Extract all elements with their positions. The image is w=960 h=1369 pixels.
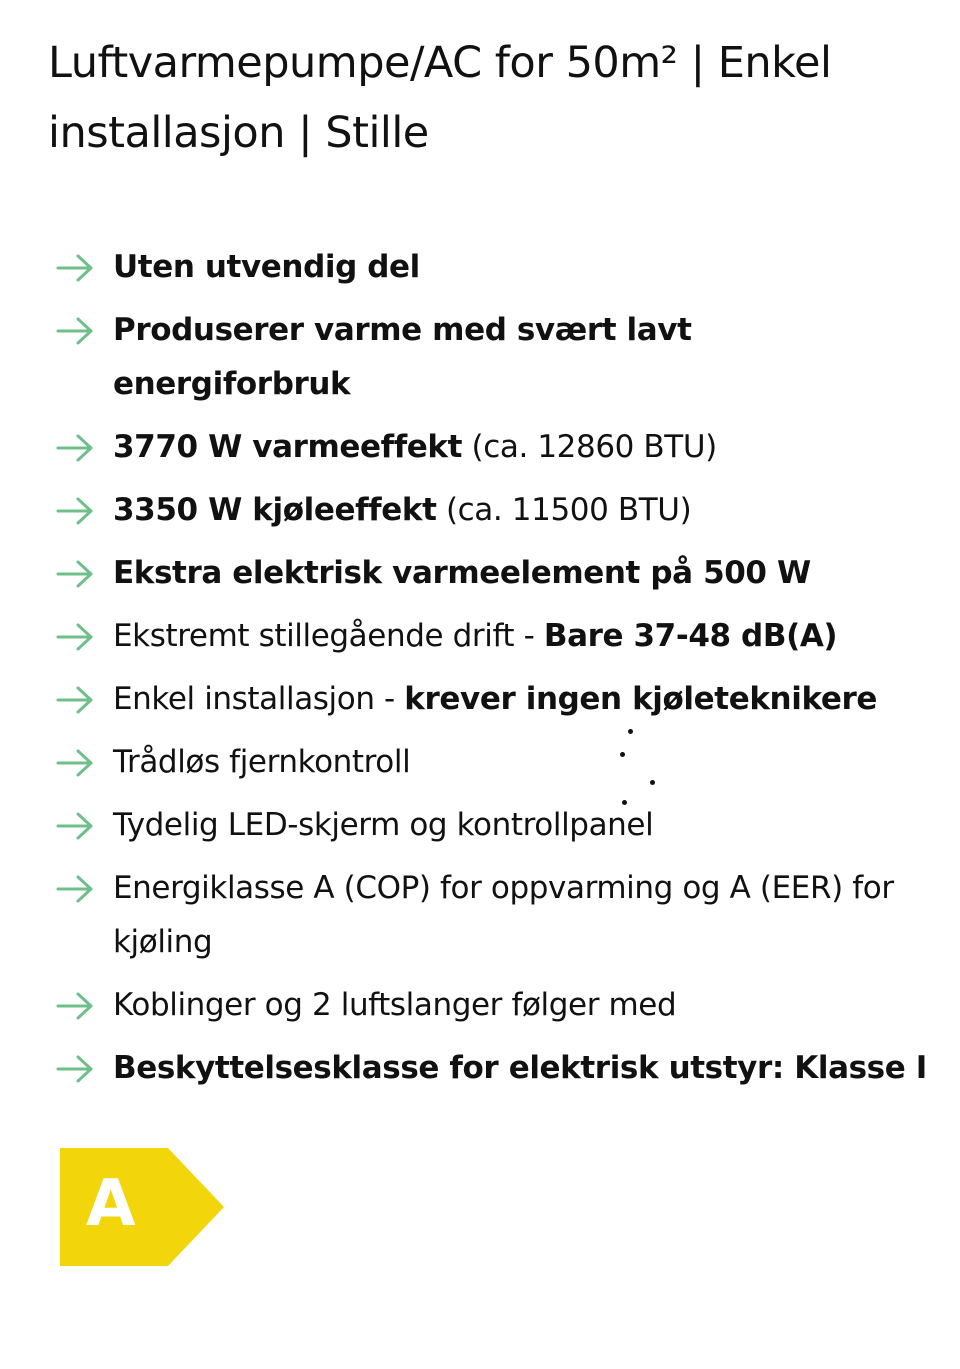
feature-text: Tydelig LED-skjerm og kontrollpanel bbox=[113, 807, 654, 843]
feature-text: Ekstremt stillegående drift - bbox=[113, 618, 544, 654]
right-arrow-icon bbox=[56, 686, 94, 714]
energy-class-arrow-shape bbox=[60, 1148, 224, 1266]
feature-text-bold: krever ingen kjøleteknikere bbox=[404, 681, 877, 717]
feature-text-bold: Bare 37-48 dB(A) bbox=[543, 618, 838, 654]
feature-text-bold: Ekstra elektrisk varmeelement på 500 W bbox=[113, 555, 811, 591]
feature-item bbox=[56, 735, 936, 789]
stray-dot bbox=[622, 800, 627, 805]
feature-item bbox=[56, 483, 936, 537]
feature-text-bold: 3770 W varmeeffekt bbox=[113, 429, 463, 465]
feature-text-bold: 3350 W kjøleeffekt bbox=[113, 492, 437, 528]
right-arrow-icon bbox=[56, 560, 94, 588]
feature-text: Koblinger og 2 luftslanger følger med bbox=[113, 987, 677, 1023]
feature-item bbox=[56, 303, 936, 411]
feature-text: (ca. 12860 BTU) bbox=[462, 429, 717, 465]
stray-dot bbox=[650, 780, 655, 785]
page-title: Luftvarmepumpe/AC for 50m² | Enkel installasjon | Stille bbox=[48, 38, 832, 158]
stray-dot bbox=[620, 752, 625, 757]
feature-item bbox=[56, 420, 936, 474]
right-arrow-icon bbox=[56, 317, 94, 345]
feature-text: Energiklasse A (COP) for oppvarming og A (EER) for kjøling bbox=[113, 870, 894, 960]
feature-text: Enkel installasjon - bbox=[113, 681, 405, 717]
stray-dot bbox=[628, 729, 633, 734]
feature-item bbox=[56, 1041, 936, 1095]
feature-text: Trådløs fjernkontroll bbox=[113, 744, 411, 780]
right-arrow-icon bbox=[56, 1055, 94, 1083]
right-arrow-icon bbox=[56, 875, 94, 903]
feature-list bbox=[56, 240, 936, 1104]
right-arrow-icon bbox=[56, 254, 94, 282]
feature-item bbox=[56, 861, 936, 969]
right-arrow-icon bbox=[56, 623, 94, 651]
feature-item bbox=[56, 546, 936, 600]
feature-item bbox=[56, 978, 936, 1032]
right-arrow-icon bbox=[56, 812, 94, 840]
feature-item bbox=[56, 609, 936, 663]
feature-item bbox=[56, 240, 936, 294]
feature-item bbox=[56, 798, 936, 852]
energy-class-letter: A bbox=[86, 1167, 136, 1241]
feature-text-bold: Beskyttelsesklasse for elektrisk utstyr: Klasse I bbox=[113, 1050, 927, 1086]
energy-class-badge bbox=[60, 1148, 224, 1266]
right-arrow-icon bbox=[56, 434, 94, 462]
right-arrow-icon bbox=[56, 497, 94, 525]
feature-text-bold: Produserer varme med svært lavt energiforbruk bbox=[113, 312, 692, 402]
feature-item bbox=[56, 672, 936, 726]
feature-text-bold: Uten utvendig del bbox=[113, 249, 420, 285]
feature-text: (ca. 11500 BTU) bbox=[436, 492, 692, 528]
right-arrow-icon bbox=[56, 749, 94, 777]
right-arrow-icon bbox=[56, 992, 94, 1020]
